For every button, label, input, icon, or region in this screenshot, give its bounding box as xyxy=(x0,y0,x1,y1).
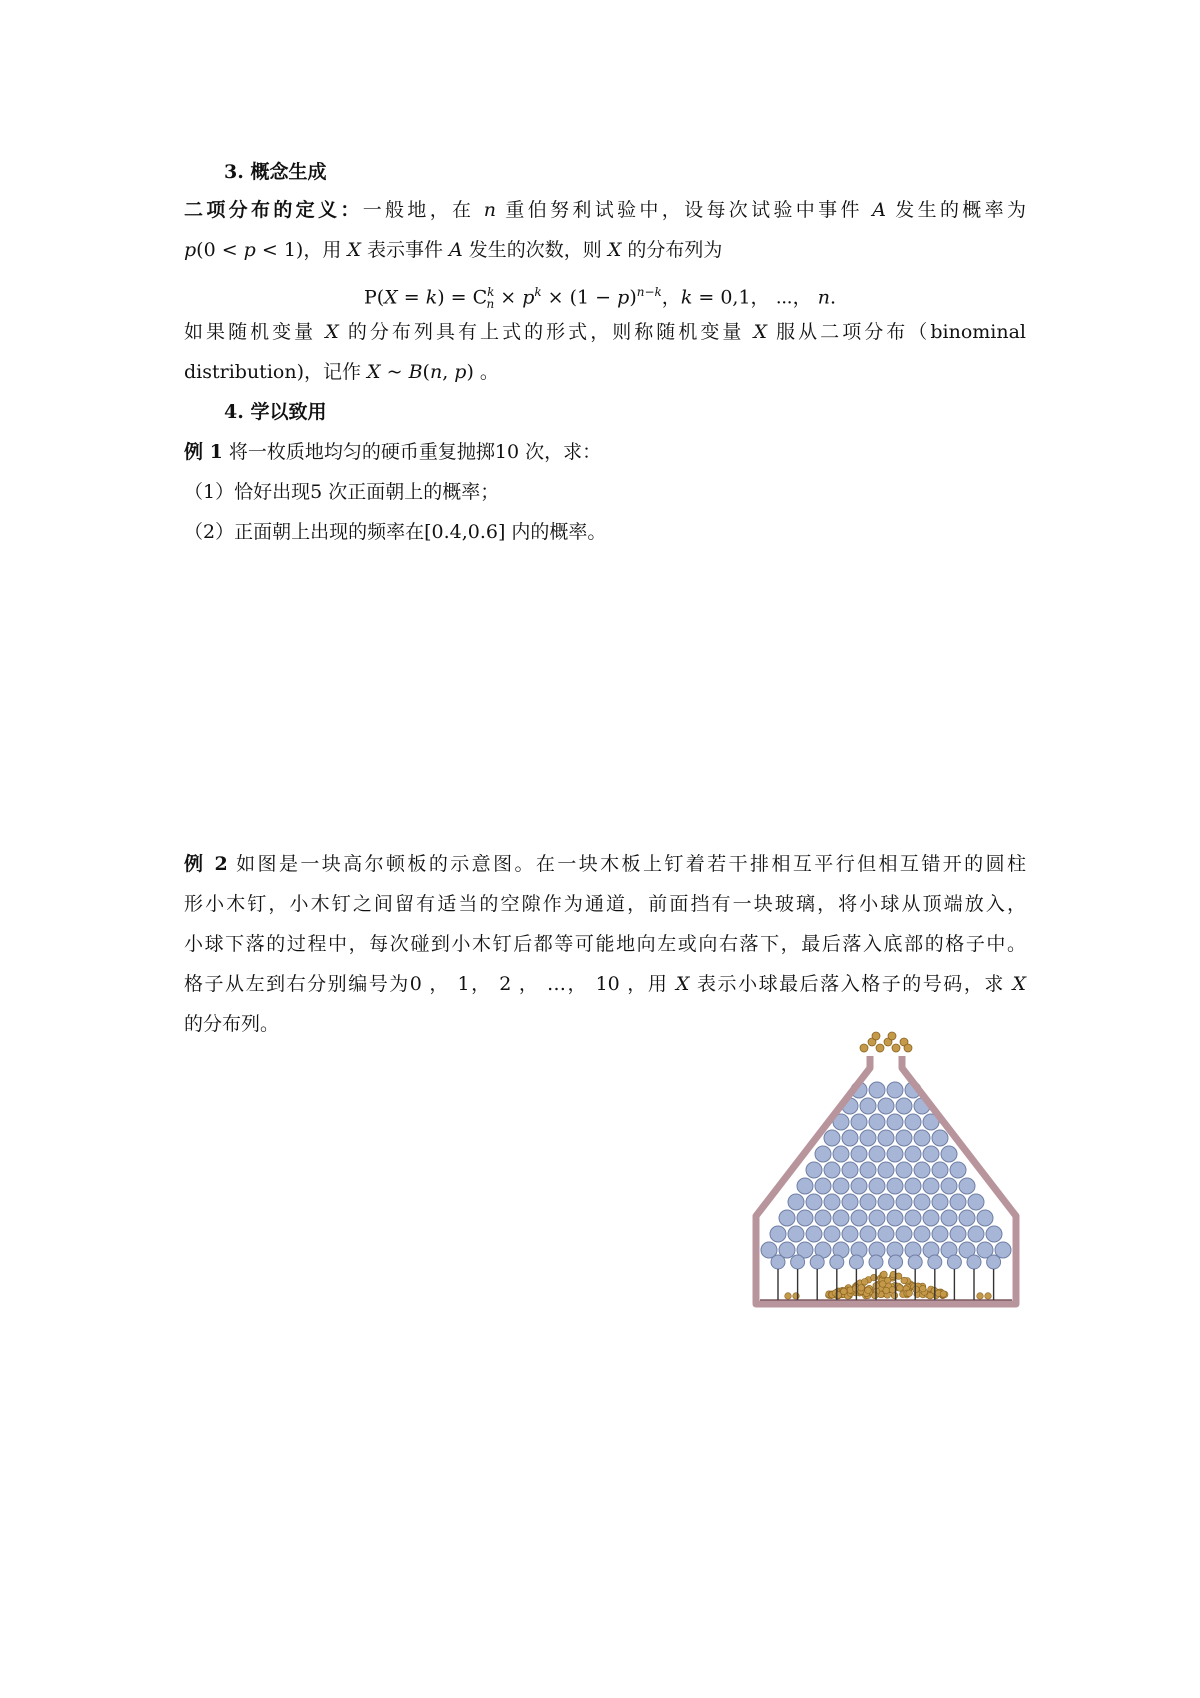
peg xyxy=(797,1178,813,1194)
peg xyxy=(914,1194,930,1210)
slot-peg xyxy=(987,1255,1001,1269)
ball xyxy=(841,1288,848,1295)
peg xyxy=(887,1082,903,1098)
example-1-question-2: （2）正面朝上出现的频率在[0.4,0.6] 内的概率。 xyxy=(184,521,607,543)
peg xyxy=(896,1098,912,1114)
peg xyxy=(842,1226,858,1242)
peg xyxy=(896,1226,912,1242)
peg xyxy=(905,1146,921,1162)
peg xyxy=(851,1178,867,1194)
example-2-line-3: 小球下落的过程中，每次碰到小木钉后都等可能地向左或向右落下，最后落入底部的格子中。 xyxy=(184,933,1026,955)
peg xyxy=(797,1210,813,1226)
ball xyxy=(889,1287,896,1294)
binomial-formula: $P(X = k) = C^k_n \times p^k \times (1 - p)^{n-k}$，k = 0,1， ⋯， n. xyxy=(363,285,837,312)
peg xyxy=(905,1210,921,1226)
example-1-statement: 例 1 将一枚质地均匀的硬币重复抛掷10 次，求： xyxy=(184,441,602,463)
ball xyxy=(876,1044,884,1052)
peg xyxy=(806,1226,822,1242)
peg xyxy=(833,1178,849,1194)
peg xyxy=(869,1210,885,1226)
example-2-line-2: 形小木钉，小木钉之间留有适当的空隙作为通道，前面挡有一块玻璃，将小球从顶端放入， xyxy=(184,893,1026,915)
slot-peg xyxy=(849,1255,863,1269)
peg xyxy=(869,1146,885,1162)
peg xyxy=(869,1114,885,1130)
peg xyxy=(887,1146,903,1162)
peg xyxy=(905,1178,921,1194)
peg xyxy=(842,1194,858,1210)
peg xyxy=(860,1130,876,1146)
peg xyxy=(923,1210,939,1226)
peg xyxy=(887,1210,903,1226)
peg xyxy=(878,1130,894,1146)
peg xyxy=(950,1194,966,1210)
peg xyxy=(842,1162,858,1178)
peg xyxy=(986,1226,1002,1242)
section-3-heading: 3. 概念生成 xyxy=(224,161,327,183)
peg xyxy=(968,1226,984,1242)
peg xyxy=(869,1178,885,1194)
peg xyxy=(869,1082,885,1098)
ball xyxy=(897,1285,904,1292)
peg xyxy=(842,1130,858,1146)
peg xyxy=(968,1194,984,1210)
definition-label: 二项分布的定义： xyxy=(184,199,363,221)
example-2-line-4: 格子从左到右分别编号为0 ， 1， 2 ， …， 10 ，用 X 表示小球最后落入格子的号码，求 X xyxy=(184,973,1026,995)
peg xyxy=(905,1114,921,1130)
peg xyxy=(851,1114,867,1130)
ball xyxy=(888,1032,896,1040)
example-2-label: 例 2 xyxy=(184,853,228,875)
slot-peg xyxy=(771,1255,785,1269)
peg xyxy=(824,1226,840,1242)
definition-line-1: 二项分布的定义：一般地，在 n 重伯努利试验中，设每次试验中事件 A 发生的概率为 xyxy=(184,199,1026,221)
peg xyxy=(932,1162,948,1178)
peg xyxy=(878,1162,894,1178)
peg xyxy=(941,1146,957,1162)
peg xyxy=(815,1146,831,1162)
ball xyxy=(793,1293,800,1300)
peg xyxy=(878,1226,894,1242)
peg xyxy=(941,1178,957,1194)
peg xyxy=(932,1194,948,1210)
peg xyxy=(896,1130,912,1146)
ball xyxy=(906,1290,913,1297)
ball xyxy=(985,1293,992,1300)
peg xyxy=(824,1194,840,1210)
peg xyxy=(914,1162,930,1178)
slot-peg xyxy=(869,1255,883,1269)
peg xyxy=(770,1226,786,1242)
slot-peg xyxy=(791,1255,805,1269)
ball xyxy=(940,1291,947,1298)
galton-board-figure xyxy=(748,1020,1024,1320)
peg xyxy=(860,1162,876,1178)
peg xyxy=(977,1210,993,1226)
peg xyxy=(932,1226,948,1242)
ball xyxy=(879,1281,886,1288)
peg xyxy=(914,1226,930,1242)
slot-peg xyxy=(810,1255,824,1269)
definition-line-2: p(0 < p < 1)，用 X 表示事件 A 发生的次数，则 X 的分布列为 xyxy=(184,239,723,261)
peg xyxy=(806,1162,822,1178)
peg xyxy=(833,1210,849,1226)
peg xyxy=(887,1114,903,1130)
peg xyxy=(806,1194,822,1210)
ball xyxy=(865,1287,872,1294)
peg xyxy=(923,1146,939,1162)
peg xyxy=(833,1146,849,1162)
peg xyxy=(851,1210,867,1226)
slot-peg xyxy=(908,1255,922,1269)
peg xyxy=(779,1210,795,1226)
peg xyxy=(788,1226,804,1242)
peg xyxy=(887,1178,903,1194)
peg xyxy=(878,1098,894,1114)
peg xyxy=(932,1130,948,1146)
example-1-label: 例 1 xyxy=(184,441,223,463)
ball xyxy=(904,1044,912,1052)
peg xyxy=(896,1194,912,1210)
example-2-line-5: 的分布列。 xyxy=(184,1013,280,1035)
peg xyxy=(896,1162,912,1178)
slot-peg xyxy=(967,1255,981,1269)
peg xyxy=(815,1210,831,1226)
ball xyxy=(858,1285,865,1292)
slot-peg xyxy=(947,1255,961,1269)
ball xyxy=(785,1293,792,1300)
ball xyxy=(920,1285,927,1292)
section-4-heading: 4. 学以致用 xyxy=(224,401,327,423)
peg xyxy=(959,1178,975,1194)
peg xyxy=(923,1178,939,1194)
example-1-question-1: （1）恰好出现5 次正面朝上的概率； xyxy=(184,481,500,503)
ball xyxy=(860,1044,868,1052)
peg xyxy=(941,1210,957,1226)
peg xyxy=(824,1162,840,1178)
peg xyxy=(959,1210,975,1226)
ball xyxy=(901,1277,908,1284)
ball xyxy=(977,1293,984,1300)
slot-peg xyxy=(830,1255,844,1269)
ball xyxy=(881,1271,888,1278)
peg xyxy=(815,1178,831,1194)
peg xyxy=(860,1226,876,1242)
example-2-line-1: 例 2 如图是一块高尔顿板的示意图。在一块木板上钉着若干排相互平行但相互错开的圆柱 xyxy=(184,853,1026,875)
slot-peg xyxy=(928,1255,942,1269)
peg xyxy=(860,1194,876,1210)
peg xyxy=(950,1226,966,1242)
slot-peg xyxy=(889,1255,903,1269)
ball xyxy=(913,1286,920,1293)
galton-pegs xyxy=(761,1082,1011,1269)
definition-line-4: distribution)，记作 X ~ B(n, p) 。 xyxy=(184,361,499,383)
ball xyxy=(872,1032,880,1040)
peg xyxy=(788,1194,804,1210)
definition-line-3: 如果随机变量 X 的分布列具有上式的形式，则称随机变量 X 服从二项分布（binominal xyxy=(184,321,1026,343)
peg xyxy=(851,1146,867,1162)
ball xyxy=(861,1279,868,1286)
ball xyxy=(883,1287,890,1294)
peg xyxy=(878,1194,894,1210)
ball xyxy=(892,1044,900,1052)
peg xyxy=(824,1130,840,1146)
peg xyxy=(950,1162,966,1178)
peg xyxy=(860,1098,876,1114)
peg xyxy=(914,1130,930,1146)
